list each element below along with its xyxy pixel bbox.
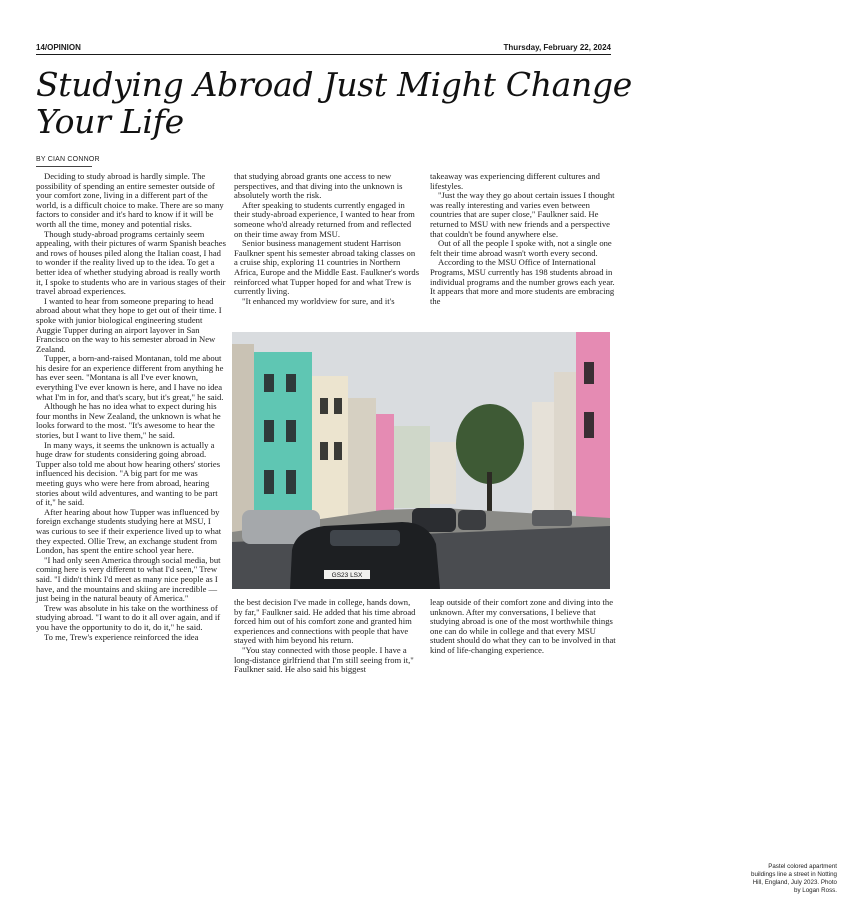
notting-hill-street-image	[232, 332, 610, 589]
parked-car	[458, 510, 486, 530]
paragraph: that studying abroad grants one access to new perspectives, and that diving into the unknown is absolutely worth the risk.	[234, 171, 403, 201]
paragraph: After hearing about how Tupper was influenced by foreign exchange students studying here at MSU, I was curious to see if their experience lived up to what they expected. Ollie Trew, an exchange student from London, has spent the entire school year here.	[36, 506, 222, 556]
paragraph: "It enhanced my worldview for sure, and it's	[242, 295, 395, 306]
issue-date: Thursday, February 22, 2024	[503, 43, 611, 52]
paragraph: "Just the way they go about certain issues I thought was really interesting and varies even between countries that are super close," Faulkner said. He returned to MSU with new friends and a perspective that couldn't be found anywhere else.	[430, 190, 615, 239]
teal-house	[254, 352, 312, 532]
stone-house	[348, 398, 376, 518]
byline-rule	[36, 166, 92, 167]
mint-houses	[394, 426, 430, 508]
window	[286, 420, 296, 442]
van	[532, 510, 572, 526]
paragraph: In many ways, it seems the unknown is actually a huge draw for students considering going abroad. Tupper also told me about how hearing others' stories influenced his decision. "A big part for me was meeting guys who were here from abroad, hearing stories about wild adventures, and wanting to be part of it," he said.	[36, 439, 221, 508]
paragraph: takeaway was experiencing different cultures and lifestyles.	[430, 171, 600, 191]
car-windshield	[330, 530, 400, 546]
article-column-3-top	[430, 172, 616, 328]
house-right-far	[532, 402, 554, 512]
article-column-2-bottom	[234, 598, 420, 712]
window	[264, 374, 274, 392]
window	[286, 470, 296, 494]
article-column-2-top	[234, 172, 420, 328]
tree-trunk	[487, 472, 492, 512]
distant-houses	[430, 442, 456, 504]
article-column-1	[36, 172, 226, 712]
paragraph: the best decision I've made in college, hands down, by far," Faulkner said. He added that his time abroad forced him out of his comfort zone and granted him experiences and connections with people that have stayed with him beyond his return.	[234, 597, 416, 646]
section-label: 14/OPINION	[36, 43, 81, 52]
header-rule	[36, 54, 611, 55]
paragraph: "I had only seen America through social media, but coming here is very different to what I'd seen," Trew said. "I didn't think I'd meet as many nice people as I have, and the mountains and skiing are incredible — just being in the natural beauty of America."	[36, 554, 221, 604]
license-plate-text: GS23 LSX	[331, 572, 363, 579]
paragraph: "You stay connected with those people. I have a long-distance girlfriend that I'm still seeing from it," Faulkner said. He also said his biggest	[234, 644, 414, 675]
paragraph: Though study-abroad programs certainly seem appealing, with their pictures of warm Spanish beaches and rows of houses piled along the Italian coast, I had to wonder if the reality lived up to the idea. To get a better idea of whether studying abroad is really worth it, I spoke to students who are in various stages of their travel abroad experiences.	[36, 228, 226, 297]
paragraph: To me, Trew's experience reinforced the idea	[44, 631, 199, 642]
window	[320, 442, 328, 460]
byline: BY CIAN CONNOR	[36, 156, 100, 163]
window	[334, 398, 342, 414]
window	[264, 420, 274, 442]
paragraph: leap outside of their comfort zone and diving into the unknown. After my conversations, I believe that studying abroad is one of the most worthwhile things one can do while in college and that every MSU student should do what they can to be involved in that kind of life-changing experience.	[430, 597, 616, 655]
paragraph: I wanted to hear from someone preparing to head abroad about what they hope to get out of their time. I spoke with junior biological engineering student Auggie Tupper during an airport layover in San Francisco on the way to his semester abroad in New Zealand.	[36, 295, 222, 354]
paragraph: Although he has no idea what to expect during his four months in New Zealand, the unknown is what he looks forward to the most. "It's awesome to hear the stories, but I want to live them," he said.	[36, 401, 221, 441]
paragraph: Senior business management student Harrison Faulkner spent his semester abroad taking classes on a cruise ship, exploring 11 countries in Northern Africa, Europe and the Middle East. Faulkner's words reinforced what Tupper hoped for and what Trew is currently living.	[234, 238, 420, 297]
paragraph: Trew was absolute in his take on the worthiness of studying abroad. "I want to do it all over again, and if you have the opportunity to do it, do it," he said.	[36, 602, 221, 632]
window	[286, 374, 296, 392]
article-column-3-bottom	[430, 598, 616, 712]
window	[334, 442, 342, 460]
paragraph: Deciding to study abroad is hardly simple. The possibility of spending an entire semester outside of your comfort zone, living in a different part of the world, is a difficult choice to make. There are so many factors to consider and it's hard to know if it will be worth all the time, money and potential risks.	[36, 171, 224, 229]
paragraph: According to the MSU Office of International Programs, MSU currently has 198 students abroad in individual programs and the number grows each year. It appears that more and more students are embracing the	[430, 257, 615, 306]
window	[320, 398, 328, 414]
cream-house	[312, 376, 348, 524]
window	[584, 362, 594, 384]
pink-house-far	[376, 414, 394, 512]
paragraph: After speaking to students currently engaged in their study-abroad experience, I wanted to hear from someone who'd already returned from and reflected on their time away from MSU.	[234, 199, 415, 239]
window	[264, 470, 274, 494]
paragraph: Tupper, a born-and-raised Montanan, told me about his desire for an experience different from anything he has ever seen. "Montana is all I've ever known, everything I've ever known is here, and I have no idea what I'm in for, and that's scary, but it's great," he said.	[36, 353, 224, 402]
paragraph: Out of all the people I spoke with, not a single one felt their time abroad wasn't worth every second.	[430, 238, 612, 258]
window	[584, 412, 594, 438]
house-right-mid	[554, 372, 576, 512]
article-headline: Studying Abroad Just Might Change Your Life	[36, 65, 633, 141]
photo-caption: Pastel colored apartment buildings line a street in Notting Hill, England, July 2023. Photo by Logan Ross.	[746, 859, 842, 899]
